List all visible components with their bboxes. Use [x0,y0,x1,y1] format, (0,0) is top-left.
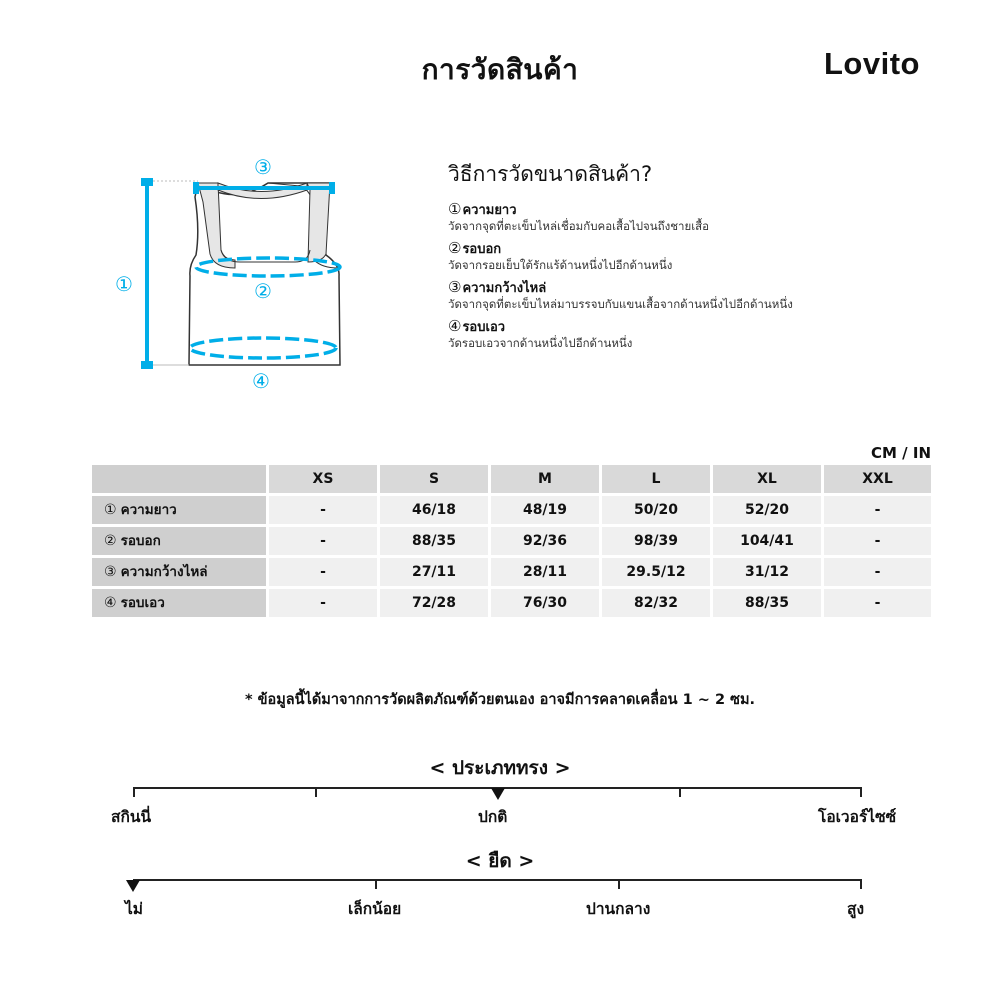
guide-item-title [448,201,968,219]
row-label [92,558,266,586]
fit-label-skinny: สกินนี่ [111,808,152,826]
guide-item-number: ④ [448,317,462,335]
table-row [92,496,932,524]
page-title: การวัดสินค้า [421,53,579,86]
table-cell: 98/39 [602,527,710,555]
guide-item-title [448,279,968,297]
stretch-label-slight: เล็กน้อย [348,900,402,918]
unit-label: CM / IN [871,444,931,462]
guide-item-label: รอบเอว [462,320,506,335]
guide-item-label: รอบอก [462,242,502,257]
table-cell: 88/35 [380,527,488,555]
guide-item-desc: วัดจากจุดที่ตะเข็บไหล่มาบรรจบกับแขนเสื้อจากด้านหนึ่งไปอีกด้านหนึ่ง [448,297,793,311]
brand-logo: Lovito [824,46,920,81]
row-label [92,496,266,524]
stretch-scale-tick [375,879,377,889]
stretch-label-none: ไม่ [125,900,144,918]
table-cell: - [824,527,931,555]
guide-item-number: ③ [448,278,462,296]
table-cell: 28/11 [491,558,599,586]
fit-label-oversize: โอเวอร์ไซซ์ [818,808,897,826]
guide-item [448,279,968,312]
table-header-row [92,465,932,493]
table-cell: 76/30 [491,589,599,617]
guide-item-desc: วัดรอบเอวจากด้านหนึ่งไปอีกด้านหนึ่ง [448,336,633,350]
size-header: XL [713,465,821,493]
guide-item [448,318,968,351]
size-header: XS [269,465,377,493]
length-cap-bottom [141,361,153,369]
table-cell: 48/19 [491,496,599,524]
row-label [92,527,266,555]
table-cell: - [269,558,377,586]
table-cell: 50/20 [602,496,710,524]
table-cell: - [269,589,377,617]
guide-item-label: ความยาว [462,203,517,218]
tank-top-illustration [100,150,360,400]
table-row [92,527,932,555]
table-corner [92,465,266,493]
guide-item [448,201,968,234]
size-table [92,465,932,620]
shoulder-cap-right [329,182,335,194]
row-number: ① [104,502,117,518]
size-header: S [380,465,488,493]
garment-diagram [100,150,360,400]
table-cell: 82/32 [602,589,710,617]
guide-item-desc: วัดจากจุดที่ตะเข็บไหล่เชื่อมกับคอเสื้อไปจนถึงชายเสื้อ [448,219,710,233]
fit-scale-title: < ประเภททรง > [429,757,571,779]
guide-item-title [448,240,968,258]
table-cell: 88/35 [713,589,821,617]
guide-item-number: ① [448,200,462,218]
row-label-text: ความกว้างไหล่ [120,564,208,580]
stretch-label-medium: ปานกลาง [586,900,651,918]
table-cell: 31/12 [713,558,821,586]
fit-scale-tick [315,787,317,797]
stretch-scale-line [133,879,862,881]
fit-scale-tick [860,787,862,797]
stretch-scale-tick [618,879,620,889]
guide-item-label: ความกว้างไหล่ [462,281,547,296]
size-header: XXL [824,465,931,493]
marker-shoulder: ③ [254,155,272,179]
stretch-scale-title: < ยืด > [465,850,535,872]
guide-item-title [448,318,968,336]
row-label-text: ความยาว [120,502,177,518]
measurement-note: * ข้อมูลนี้ได้มาจากการวัดผลิตภัณฑ์ด้วยตนเอง อาจมีการคลาดเคลื่อน 1 ~ 2 ซม. [244,692,756,708]
table-cell: - [269,527,377,555]
marker-waist: ④ [252,369,270,393]
table-row [92,558,932,586]
table-cell: - [824,496,931,524]
row-number: ④ [104,595,117,611]
fit-scale-tick [679,787,681,797]
table-cell: 92/36 [491,527,599,555]
length-cap-top [141,178,153,186]
guide-heading: วิธีการวัดขนาดสินค้า? [448,162,653,186]
marker-bust: ② [254,279,272,303]
table-cell: - [824,558,931,586]
table-row [92,589,932,617]
stretch-label-high: สูง [847,900,865,918]
guide-item-number: ② [448,239,462,257]
shoulder-cap-left [193,182,199,194]
row-label-text: รอบเอว [120,595,165,611]
size-header: L [602,465,710,493]
size-header: M [491,465,599,493]
fit-selected-marker-icon [491,788,505,800]
row-label [92,589,266,617]
row-number: ③ [104,564,117,580]
table-cell: 72/28 [380,589,488,617]
table-cell: 27/11 [380,558,488,586]
row-label-text: รอบอก [120,533,161,549]
table-cell: - [824,589,931,617]
row-number: ② [104,533,117,549]
guide-item [448,240,968,273]
table-cell: 46/18 [380,496,488,524]
guide-item-desc: วัดจากรอยเย็บใต้รักแร้ด้านหนึ่งไปอีกด้านหนึ่ง [448,258,673,272]
fit-scale-tick [133,787,135,797]
measure-guide [448,158,968,357]
fit-label-regular: ปกติ [478,808,508,826]
stretch-selected-marker-icon [126,880,140,892]
table-cell: 52/20 [713,496,821,524]
table-cell: 29.5/12 [602,558,710,586]
stretch-scale-tick [860,879,862,889]
table-cell: 104/41 [713,527,821,555]
table-cell: - [269,496,377,524]
marker-length: ① [115,272,133,296]
